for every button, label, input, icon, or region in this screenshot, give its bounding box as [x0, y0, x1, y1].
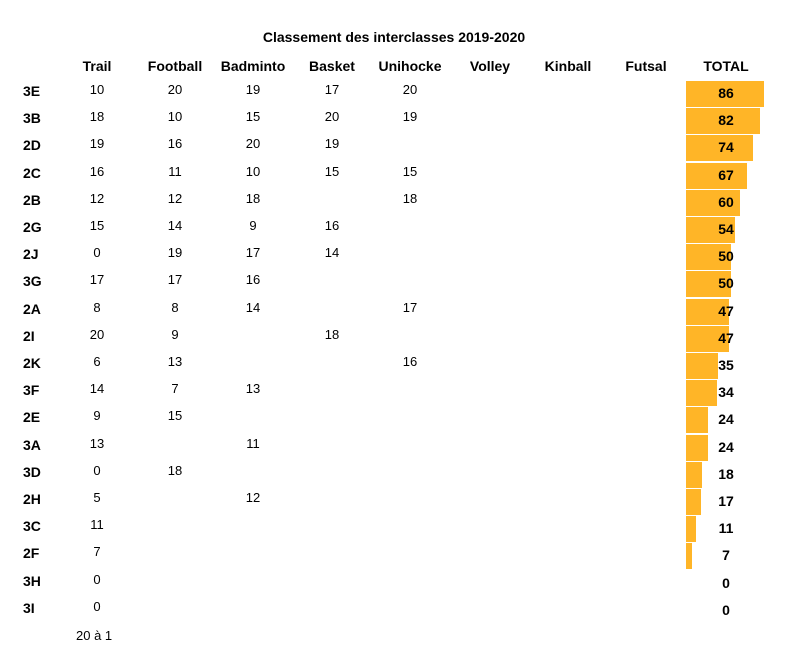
class-label: 2B [23, 191, 41, 208]
score-cell: 0 [93, 571, 101, 587]
total-value: 35 [718, 357, 734, 373]
class-label: 2C [23, 164, 41, 181]
total-value: 0 [722, 574, 730, 591]
class-label: 2K [23, 355, 41, 371]
total-value: 74 [718, 139, 734, 156]
score-cell: 20 [402, 82, 418, 97]
total-value: 47 [718, 329, 734, 346]
total-value: 18 [718, 465, 734, 482]
score-cell: 11 [246, 435, 260, 451]
column-header: Futsal [625, 58, 667, 74]
total-value: 11 [718, 520, 734, 537]
class-label: 2A [23, 300, 41, 317]
class-label: 2I [23, 327, 35, 344]
score-cell: 8 [171, 299, 179, 315]
column-header: Football [147, 58, 203, 74]
score-cell: 13 [245, 381, 261, 397]
scoring-note: 20 à 1 [76, 628, 113, 643]
score-cell: 12 [89, 190, 105, 206]
column-header: Unihocke [378, 58, 442, 74]
score-cell: 15 [324, 163, 340, 179]
score-cell: 14 [324, 245, 340, 261]
score-cell: 7 [171, 381, 179, 397]
class-label: 3D [23, 463, 41, 480]
total-value: 50 [718, 248, 734, 265]
class-label: 3I [23, 599, 35, 616]
score-cell: 15 [89, 218, 105, 233]
score-cell: 17 [245, 245, 261, 261]
class-label: 2F [23, 545, 40, 562]
score-cell: 9 [171, 326, 179, 342]
total-value: 47 [718, 302, 734, 319]
column-header: Badminto [220, 58, 286, 74]
score-cell: 15 [167, 408, 183, 424]
class-label: 2H [23, 491, 41, 507]
score-cell: 5 [93, 490, 101, 505]
class-label: 3H [23, 572, 41, 589]
score-cell: 16 [402, 354, 418, 369]
column-header: Basket [309, 58, 355, 74]
score-cell: 9 [93, 408, 101, 424]
score-cell: 19 [324, 136, 340, 152]
score-cell: 20 [89, 326, 105, 342]
score-cell: 0 [93, 598, 101, 614]
score-cell: 10 [245, 163, 261, 179]
score-cell: 18 [167, 462, 183, 478]
class-label: 2J [23, 246, 39, 263]
page-title: Classement des interclasses 2019-2020 [262, 29, 526, 45]
score-cell: 18 [89, 109, 105, 125]
total-bar [686, 543, 692, 569]
total-header: TOTAL [703, 58, 749, 74]
class-label: 3E [23, 83, 41, 99]
score-cell: 7 [93, 544, 101, 560]
total-value: 34 [718, 384, 734, 401]
total-bar [686, 516, 696, 542]
total-value: 82 [718, 112, 734, 129]
score-cell: 16 [89, 163, 105, 179]
score-cell: 16 [167, 136, 183, 152]
score-cell: 0 [93, 462, 101, 478]
score-cell: 17 [324, 82, 340, 97]
score-cell: 11 [90, 517, 104, 533]
score-cell: 19 [245, 82, 261, 97]
score-cell: 17 [89, 272, 105, 288]
score-cell: 17 [167, 272, 183, 288]
score-cell: 13 [167, 354, 183, 369]
score-cell: 8 [93, 299, 101, 315]
score-cell: 16 [245, 272, 261, 288]
total-value: 17 [718, 493, 734, 509]
score-cell: 20 [324, 109, 340, 125]
column-header: Trail [82, 58, 112, 74]
score-cell: 20 [245, 136, 261, 152]
total-value: 24 [718, 411, 734, 428]
score-cell: 6 [93, 354, 101, 369]
score-cell: 14 [89, 381, 105, 397]
total-value: 67 [718, 166, 734, 183]
score-cell: 12 [245, 490, 261, 505]
column-header: Volley [469, 58, 511, 74]
total-value: 7 [722, 547, 730, 564]
class-label: 2E [23, 409, 41, 426]
score-cell: 20 [167, 82, 183, 97]
class-label: 3C [23, 518, 41, 535]
score-cell: 0 [93, 245, 101, 261]
score-cell: 13 [89, 435, 105, 451]
total-value: 24 [718, 438, 734, 455]
score-cell: 17 [402, 299, 418, 315]
total-value: 50 [718, 275, 734, 292]
score-cell: 18 [245, 190, 261, 206]
score-cell: 14 [167, 218, 183, 233]
score-cell: 10 [167, 109, 183, 125]
score-cell: 19 [402, 109, 418, 125]
score-cell: 16 [324, 218, 340, 233]
score-cell: 15 [402, 163, 418, 179]
class-label: 3B [23, 110, 41, 127]
score-cell: 18 [324, 326, 340, 342]
score-cell: 12 [167, 190, 183, 206]
score-cell: 11 [168, 163, 182, 179]
score-cell: 9 [249, 218, 257, 233]
score-cell: 10 [89, 82, 105, 97]
class-label: 3A [23, 436, 41, 453]
class-label: 3F [23, 382, 40, 399]
score-cell: 19 [167, 245, 183, 261]
column-header: Kinball [544, 58, 592, 74]
total-value: 60 [718, 193, 734, 210]
class-label: 3G [23, 273, 42, 290]
class-label: 2G [23, 219, 42, 235]
total-value: 86 [718, 85, 734, 101]
class-label: 2D [23, 137, 41, 154]
score-cell: 14 [245, 299, 261, 315]
total-value: 0 [722, 601, 730, 618]
score-cell: 18 [402, 190, 418, 206]
score-cell: 19 [89, 136, 105, 152]
total-value: 54 [718, 221, 734, 237]
score-cell: 15 [245, 109, 261, 125]
